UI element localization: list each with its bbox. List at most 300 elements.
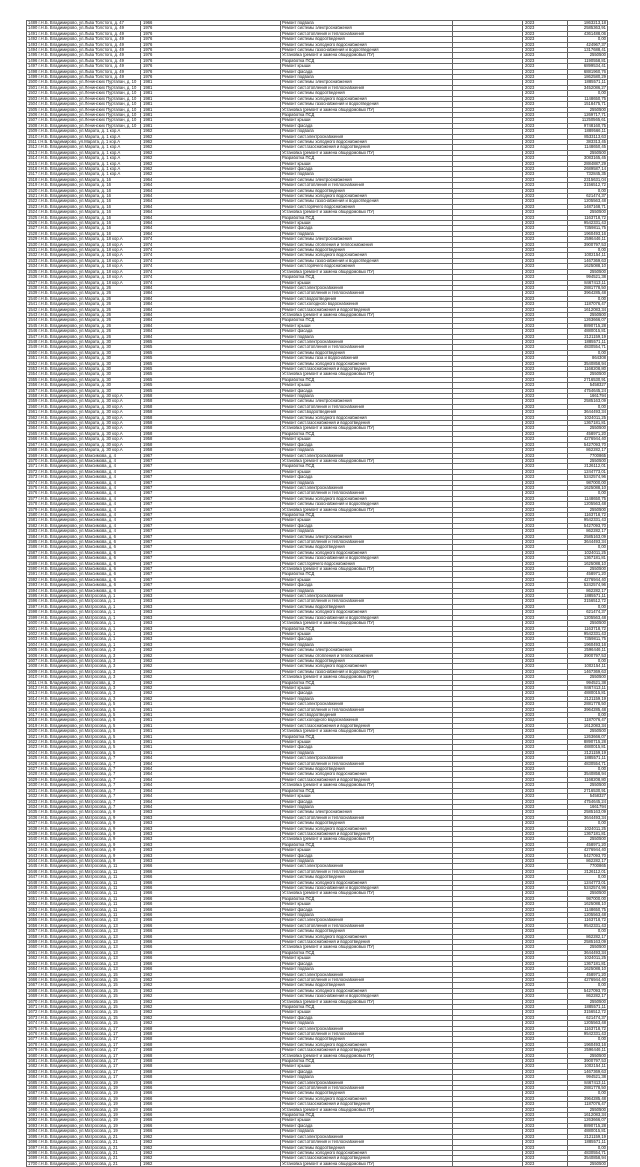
work-type-cell: Ремонт сист.отопления и теплоснабжения [281,85,453,90]
address-cell: 1498 г.Н.Б. Владимирово, ул.Льва Толстого, д. 49 [27,69,141,74]
build-year-cell: 1964 [141,177,281,182]
work-type-cell: Разработка ПСД [281,788,453,793]
build-year-cell: 1965 [141,356,281,361]
work-type-cell: Разработка ПСД [281,275,453,280]
address-cell: 1659 г.Н.Б. Владимирово, ул.Матросова, д. 13 [27,940,141,945]
plan-year-cell: 2023 [523,664,568,669]
cost-cell: 1885571,11 [568,1140,608,1145]
cost-cell: 1862580,29 [568,75,608,80]
work-type-cell: Ремонт системы водоотведения [281,1037,453,1042]
plan-year-cell: 2023 [523,1031,568,1036]
cost-cell: 3644493,34 [568,540,608,545]
address-cell: 1590 г.Н.Б. Владимирово, ул.Максимова, д. 6 [27,567,141,572]
address-cell: 1610 г.Н.Б. Владимирово, ул.Матросова, д. 3 [27,675,141,680]
work-type-cell: Установка (ремонт и замена общедомовых ПУ) [281,458,453,463]
cost-cell: 1625088,10 [568,902,608,907]
address-cell: 1503 г.Н.Б. Владимирово, ул.Ленинских Пуртапан, д. 10 [27,96,141,101]
work-type-cell: Ремонт системы холодного водоснабжения [281,96,453,101]
address-cell: 1665 г.Н.Б. Владимирово, ул.Матросова, д. 15 [27,972,141,977]
address-cell: 1502 г.Н.Б. Владимирово, ул.Ленинских Пуртапан, д. 10 [27,91,141,96]
cost-cell: 3644493,34 [568,410,608,415]
cost-cell: 1263666,07 [568,734,608,739]
build-year-cell: 1967 [141,464,281,469]
address-cell: 1597 г.Н.Б. Владимирово, ул.Матросова, д. 1 [27,604,141,609]
plan-year-cell: 2023 [523,415,568,420]
address-cell: 1694 г.Н.Б. Владимирово, ул.Матросова, д. 19 [27,1129,141,1134]
work-type-cell: Ремонт системы отопления и теплоснабжения [281,653,453,658]
cost-cell: 2881778,50 [568,285,608,290]
address-cell: 1658 г.Н.Б. Владимирово, ул.Матросова, д. 13 [27,934,141,939]
build-year-cell: 1958 [141,415,281,420]
address-cell: 1577 г.Н.Б. Владимирово, ул.Максимова, д. 4 [27,496,141,501]
build-year-cell: 1966 [141,1091,281,1096]
plan-year-cell: 2023 [523,626,568,631]
work-type-cell: Разработка ПСД [281,1059,453,1064]
cost-cell: 4880015,81 [568,745,608,750]
build-year-cell: 1962 [141,1156,281,1161]
plan-year-cell: 2023 [523,1107,568,1112]
cost-cell: 1889566,11 [568,129,608,134]
cost-cell: 458971,20 [568,842,608,847]
build-year-cell: 1964 [141,761,281,766]
plan-year-cell: 2023 [523,275,568,280]
build-year-cell: 1964 [141,188,281,193]
cost-cell: 4276944,40 [568,437,608,442]
work-type-cell: Ремонт системы электроснабжения [281,399,453,404]
plan-year-cell: 2023 [523,96,568,101]
build-year-cell: 1976 [141,64,281,69]
cost-cell: 2550500 [568,507,608,512]
work-type-cell: Ремонт сист.электроснабжения [281,756,453,761]
plan-year-cell: 2023 [523,1064,568,1069]
work-type-cell: Ремонт системы водоотведения [281,1145,453,1150]
plan-year-cell: 2023 [523,1140,568,1145]
cost-cell: 0,00 [568,545,608,550]
plan-year-cell: 2023 [523,442,568,447]
address-cell: 1535 г.Н.Б. Владимирово, ул.Марата, д. 18 кор.А [27,269,141,274]
plan-year-cell: 2023 [523,556,568,561]
build-year-cell: 1974 [141,248,281,253]
address-cell: 1542 г.Н.Б. Владимирово, ул.Марата, д. 26 [27,307,141,312]
address-cell: 1692 г.Н.Б. Владимирово, ул.Матросова, д. 19 [27,1118,141,1123]
cost-cell: 0,00 [568,1145,608,1150]
build-year-cell: 1976 [141,31,281,36]
cost-cell: 1625088,10 [568,485,608,490]
plan-year-cell: 2023 [523,1096,568,1101]
build-year-cell: 1967 [141,583,281,588]
address-cell: 1570 г.Н.Б. Владимирово, ул.Максимова, д. 4 [27,458,141,463]
address-cell: 1599 г.Н.Б. Владимирово, ул.Матросова, д. 1 [27,615,141,620]
work-type-cell: Ремонт подвала [281,480,453,485]
work-type-cell: Ремонт системы газоснабжения и водоотведения [281,556,453,561]
build-year-cell: 1967 [141,534,281,539]
plan-year-cell: 2023 [523,1091,568,1096]
build-year-cell: 1966 [141,902,281,907]
build-year-cell: 1961 [141,718,281,723]
build-year-cell: 1964 [141,788,281,793]
address-cell: 1511 г.Н.Б. Владимирово, ул.Марата, д. 1 кор.А [27,139,141,144]
work-type-cell: Ремонт крыши [281,794,453,799]
plan-year-cell: 2023 [523,426,568,431]
cost-cell: 2550500 [568,458,608,463]
cost-cell: 2550500 [568,1161,608,1166]
address-cell: 1519 г.Н.Б. Владимирово, ул.Марата, д. 16 [27,183,141,188]
plan-year-cell: 2023 [523,166,568,171]
cost-cell: 0,00 [568,491,608,496]
address-cell: 1613 г.Н.Б. Владимирово, ул.Матросова, д. 3 [27,691,141,696]
build-year-cell: 1966 [141,918,281,923]
address-cell: 1612 г.Н.Б. Владимирово, ул.Матросова, д. 3 [27,685,141,690]
address-cell: 1651 г.Н.Б. Владимирово, ул.Матросова, д. 11 [27,896,141,901]
cost-cell: 2585163,09 [568,399,608,404]
plan-year-cell: 2023 [523,42,568,47]
build-year-cell: 1962 [141,1004,281,1009]
cost-cell: 3452086,27 [568,85,608,90]
build-year-cell: 1984 [141,312,281,317]
plan-year-cell: 2023 [523,458,568,463]
work-type-cell: Ремонт крыши [281,902,453,907]
work-type-cell: Ремонт сист.электроснабжения [281,485,453,490]
work-type-cell: Ремонт сист.отопления и теплоснабжения [281,491,453,496]
work-type-cell: Ремонт сист.газоснабжения и водоотведения [281,777,453,782]
address-cell: 1687 г.Н.Б. Владимирово, ул.Матросова, д. 19 [27,1091,141,1096]
address-cell: 1520 г.Н.Б. Владимирово, ул.Марата, д. 16 [27,188,141,193]
cost-cell: 4361488,06 [568,31,608,36]
address-cell: 1494 г.Н.Б. Владимирово, ул.Льва Толстого, д. 49 [27,48,141,53]
plan-year-cell: 2023 [523,713,568,718]
plan-year-cell: 2023 [523,388,568,393]
work-type-cell: Ремонт фасада [281,637,453,642]
cost-cell: 3964285,48 [568,707,608,712]
plan-year-cell: 2023 [523,615,568,620]
work-type-cell: Ремонт системы водоотведения [281,188,453,193]
build-year-cell: 1963 [141,858,281,863]
work-type-cell: Ремонт системы водоотведения [281,658,453,663]
plan-year-cell: 2023 [523,1042,568,1047]
address-cell: 1507 г.Н.Б. Владимирово, ул.Ленинских Пуртапан, д. 10 [27,118,141,123]
cost-cell: 1148650,75 [568,496,608,501]
build-year-cell: 1958 [141,421,281,426]
work-type-cell: Ремонт фасада [281,475,453,480]
build-year-cell: 1962 [141,1150,281,1155]
build-year-cell: 1974 [141,280,281,285]
address-cell: 1522 г.Н.Б. Владимирово, ул.Марата, д. 16 [27,199,141,204]
cost-cell: 1518475,71 [568,102,608,107]
work-type-cell: Разработка ПСД [281,112,453,117]
work-type-cell: Ремонт системы холодного водоснабжения [281,826,453,831]
address-cell: 1580 г.Н.Б. Владимирово, ул.Максимова, д. 4 [27,512,141,517]
work-type-cell: Ремонт сист.отопления и теплоснабжения [281,291,453,296]
cost-cell: 0,00 [568,248,608,253]
plan-year-cell: 2023 [523,799,568,804]
cost-cell: 4754645,24 [568,388,608,393]
build-year-cell: 1984 [141,329,281,334]
cost-cell: 1885571,11 [568,339,608,344]
work-type-cell: Ремонт сист.отопления и теплоснабжения [281,1140,453,1145]
work-type-cell: Ремонт крыши [281,631,453,636]
plan-year-cell: 2023 [523,118,568,123]
build-year-cell: 1962 [141,680,281,685]
plan-year-cell: 2023 [523,880,568,885]
build-year-cell: 1967 [141,540,281,545]
address-cell: 1552 г.Н.Б. Владимирово, ул.Марата, д. 30 [27,361,141,366]
build-year-cell: 1967 [141,550,281,555]
cost-cell: 2881778,50 [568,702,608,707]
cost-cell: 1168208,80 [568,367,608,372]
build-year-cell: 1965 [141,383,281,388]
cost-cell: 11250565,61 [568,118,608,123]
address-cell: 1517 г.Н.Б. Владимирово, ул.Марата, д. 1 кор.А [27,172,141,177]
build-year-cell: 1964 [141,804,281,809]
cost-cell: 1187076,47 [568,1102,608,1107]
work-type-cell: Ремонт сист.отопления и теплоснабжения [281,707,453,712]
address-cell: 1492 г.Н.Б. Владимирово, ул.Льва Толстого, д. 49 [27,37,141,42]
cost-cell: 2884887,29 [568,161,608,166]
work-type-cell: Ремонт системы водоотведения [281,350,453,355]
cost-cell: 1190558,81 [568,58,608,63]
cost-cell: 1024011,25 [568,415,608,420]
cost-cell: 1960493,16 [568,642,608,647]
build-year-cell: 1984 [141,334,281,339]
address-cell: 1532 г.Н.Б. Владимирово, ул.Марата, д. 18 кор.А [27,253,141,258]
address-cell: 1534 г.Н.Б. Владимирово, ул.Марата, д. 18 кор.А [27,264,141,269]
work-type-cell: Разработка ПСД [281,512,453,517]
work-type-cell: Ремонт системы водоотведения [281,37,453,42]
blank-cell [453,1161,523,1166]
cost-cell: 0,00 [568,350,608,355]
plan-year-cell: 2023 [523,377,568,382]
build-year-cell: 1966 [141,875,281,880]
plan-year-cell: 2023 [523,967,568,972]
cost-cell: 1187076,47 [568,302,608,307]
address-cell: 1635 г.Н.Б. Владимирово, ул.Матросова, д. 9 [27,810,141,815]
cost-cell: 1024011,25 [568,550,608,555]
cost-cell: 1625088,10 [568,264,608,269]
build-year-cell: 1962 [141,129,281,134]
work-type-cell: Ремонт фасада [281,1069,453,1074]
build-year-cell: 1974 [141,264,281,269]
address-cell: 1660 г.Н.Б. Владимирово, ул.Матросова, д. 13 [27,945,141,950]
address-cell: 1671 г.Н.Б. Владимирово, ул.Матросова, д. 15 [27,1004,141,1009]
work-type-cell: Ремонт фасада [281,583,453,588]
build-year-cell: 1961 [141,713,281,718]
build-year-cell: 1966 [141,1123,281,1128]
work-type-cell: Ремонт системы холодного водоснабжения [281,496,453,501]
cost-cell: 8467413,11 [568,1080,608,1085]
work-type-cell: Разработка ПСД [281,215,453,220]
build-year-cell: 1966 [141,21,281,26]
address-cell: 1624 г.Н.Б. Владимирово, ул.Матросова, д. 5 [27,750,141,755]
capital-repair-table [26,20,608,1167]
build-year-cell: 1961 [141,707,281,712]
address-cell: 1562 г.Н.Б. Владимирово, ул.Марата, д. 30 кор.А [27,415,141,420]
build-year-cell: 1961 [141,745,281,750]
address-cell: 1564 г.Н.Б. Владимирово, ул.Марата, д. 30 кор.А [27,426,141,431]
cost-cell: 1487168,71 [568,204,608,209]
address-cell: 1567 г.Н.Б. Владимирово, ул.Марата, д. 30 кор.А [27,442,141,447]
build-year-cell: 1967 [141,556,281,561]
build-year-cell: 1962 [141,648,281,653]
cost-cell: 862282,17 [568,529,608,534]
work-type-cell: Ремонт системы газоснабжения и водоотведения [281,199,453,204]
work-type-cell: Установка (ремонт и замена общедомовых ПУ) [281,1053,453,1058]
address-cell: 1675 г.Н.Б. Владимирово, ул.Матросова, д. 17 [27,1026,141,1031]
address-cell: 1585 г.Н.Б. Владимирово, ул.Максимова, д. 6 [27,540,141,545]
plan-year-cell: 2023 [523,745,568,750]
cost-cell: 383313,45 [568,139,608,144]
cost-cell: 0,00 [568,821,608,826]
plan-year-cell: 2023 [523,1150,568,1155]
work-type-cell: Ремонт подвала [281,967,453,972]
build-year-cell: 1967 [141,561,281,566]
plan-year-cell: 2023 [523,399,568,404]
cost-cell: 1885571,11 [568,756,608,761]
plan-year-cell: 2023 [523,772,568,777]
cost-cell: 4830554,71 [568,1150,608,1155]
build-year-cell: 1967 [141,496,281,501]
work-type-cell: Установка (ремонт и замена общедомовых ПУ) [281,837,453,842]
cost-cell: 3644493,34 [568,815,608,820]
build-year-cell: 1962 [141,669,281,674]
work-type-cell: Ремонт сист.горячего водоснабжения [281,204,453,209]
plan-year-cell: 2023 [523,869,568,874]
plan-year-cell: 2023 [523,707,568,712]
cost-cell: 6881960,76 [568,69,608,74]
address-cell: 1654 г.Н.Б. Владимирово, ул.Матросова, д. 11 [27,913,141,918]
plan-year-cell: 2023 [523,188,568,193]
work-type-cell: Установка (ремонт и замена общедомовых ПУ) [281,783,453,788]
cost-cell: 7700865 [568,453,608,458]
plan-year-cell: 2023 [523,729,568,734]
address-cell: 1629 г.Н.Б. Владимирово, ул.Матросова, д. 7 [27,777,141,782]
plan-year-cell: 2023 [523,485,568,490]
address-cell: 1639 г.Н.Б. Владимирово, ул.Матросова, д. 9 [27,831,141,836]
plan-year-cell: 2023 [523,453,568,458]
plan-year-cell: 2023 [523,972,568,977]
plan-year-cell: 2023 [523,577,568,582]
address-cell: 1666 г.Н.Б. Владимирово, ул.Матросова, д. 15 [27,977,141,982]
work-type-cell: Ремонт системы холодного водоснабжения [281,1042,453,1047]
work-type-cell: Ремонт крыши [281,740,453,745]
address-cell: 1530 г.Н.Б. Владимирово, ул.Марата, д. 18 кор.А [27,242,141,247]
address-cell: 1531 г.Н.Б. Владимирово, ул.Марата, д. 18 кор.А [27,248,141,253]
work-type-cell: Ремонт сист.отопления и теплоснабжения [281,183,453,188]
address-cell: 1600 г.Н.Б. Владимирово, ул.Матросова, д. 1 [27,621,141,626]
build-year-cell: 1967 [141,458,281,463]
build-year-cell: 1966 [141,1086,281,1091]
build-year-cell: 1962 [141,691,281,696]
plan-year-cell: 2023 [523,907,568,912]
work-type-cell: Ремонт системы холодного водоснабжения [281,1150,453,1155]
address-cell: 1504 г.Н.Б. Владимирово, ул.Ленинских Пуртапан, д. 10 [27,102,141,107]
cost-cell: 0,00 [568,983,608,988]
plan-year-cell: 2023 [523,1080,568,1085]
work-type-cell: Ремонт крыши [281,577,453,582]
cost-cell: 1148650,75 [568,907,608,912]
work-type-cell: Ремонт крыши [281,437,453,442]
plan-year-cell: 2023 [523,491,568,496]
plan-year-cell: 2023 [523,512,568,517]
plan-year-cell: 2023 [523,994,568,999]
build-year-cell: 1958 [141,410,281,415]
build-year-cell: 1964 [141,767,281,772]
work-type-cell: Ремонт фасада [281,329,453,334]
build-year-cell: 1965 [141,361,281,366]
plan-year-cell: 2023 [523,675,568,680]
work-type-cell: Ремонт фасада [281,166,453,171]
address-cell: 1697 г.Н.Б. Владимирово, ул.Матросова, д. 21 [27,1145,141,1150]
build-year-cell: 1964 [141,226,281,231]
plan-year-cell: 2023 [523,296,568,301]
build-year-cell: 1966 [141,886,281,891]
plan-year-cell: 2023 [523,502,568,507]
build-year-cell: 1966 [141,913,281,918]
plan-year-cell: 2023 [523,253,568,258]
plan-year-cell: 2023 [523,64,568,69]
plan-year-cell: 2023 [523,534,568,539]
cost-cell: 1205563,48 [568,1021,608,1026]
build-year-cell: 1962 [141,1134,281,1139]
cost-cell: 1205563,48 [568,913,608,918]
work-type-cell: Разработка ПСД [281,680,453,685]
build-year-cell: 1968 [141,1069,281,1074]
build-year-cell: 1962 [141,999,281,1004]
cost-cell: 2881778,50 [568,1086,608,1091]
plan-year-cell: 2023 [523,804,568,809]
address-cell: 1663 г.Н.Б. Владимирово, ул.Матросова, д. 13 [27,961,141,966]
cost-cell: 621474,37 [568,1015,608,1020]
plan-year-cell: 2023 [523,80,568,85]
build-year-cell: 1964 [141,215,281,220]
build-year-cell: 1962 [141,972,281,977]
address-cell: 1595 г.Н.Б. Владимирово, ул.Матросова, д. 1 [27,594,141,599]
work-type-cell: Ремонт сист.горячего водоснабжения [281,264,453,269]
plan-year-cell: 2023 [523,37,568,42]
cost-cell: 9542331,43 [568,631,608,636]
work-type-cell: Ремонт сист.газоснабжения и водоотведения [281,367,453,372]
address-cell: 1617 г.Н.Б. Владимирово, ул.Матросова, д. 5 [27,713,141,718]
build-year-cell: 1976 [141,58,281,63]
plan-year-cell: 2023 [523,983,568,988]
work-type-cell: Ремонт подвала [281,696,453,701]
build-year-cell: 1963 [141,631,281,636]
work-type-cell: Разработка ПСД [281,572,453,577]
plan-year-cell: 2023 [523,248,568,253]
plan-year-cell: 2023 [523,58,568,63]
build-year-cell: 1962 [141,139,281,144]
work-type-cell: Ремонт фасада [281,1123,453,1128]
cost-cell: 4830554,71 [568,761,608,766]
build-year-cell: 1965 [141,377,281,382]
plan-year-cell: 2023 [523,150,568,155]
cost-cell: 5427093,70 [568,988,608,993]
work-type-cell: Ремонт сист.электроснабжения [281,594,453,599]
plan-year-cell: 2023 [523,540,568,545]
work-type-cell: Ремонт системы холодного водоснабжения [281,194,453,199]
work-type-cell: Ремонт системы отопления и теплоснабжения [281,242,453,247]
build-year-cell: 1974 [141,253,281,258]
plan-year-cell: 2023 [523,1053,568,1058]
work-type-cell: Ремонт подвала [281,448,453,453]
build-year-cell: 1962 [141,1010,281,1015]
address-cell: 1662 г.Н.Б. Владимирово, ул.Матросова, д. 13 [27,956,141,961]
build-year-cell: 1981 [141,91,281,96]
work-type-cell: Ремонт системы водоотведения [281,545,453,550]
cost-cell: 3644493,34 [568,950,608,955]
cost-cell: 2550500 [568,107,608,112]
plan-year-cell: 2023 [523,988,568,993]
build-year-cell: 1963 [141,615,281,620]
